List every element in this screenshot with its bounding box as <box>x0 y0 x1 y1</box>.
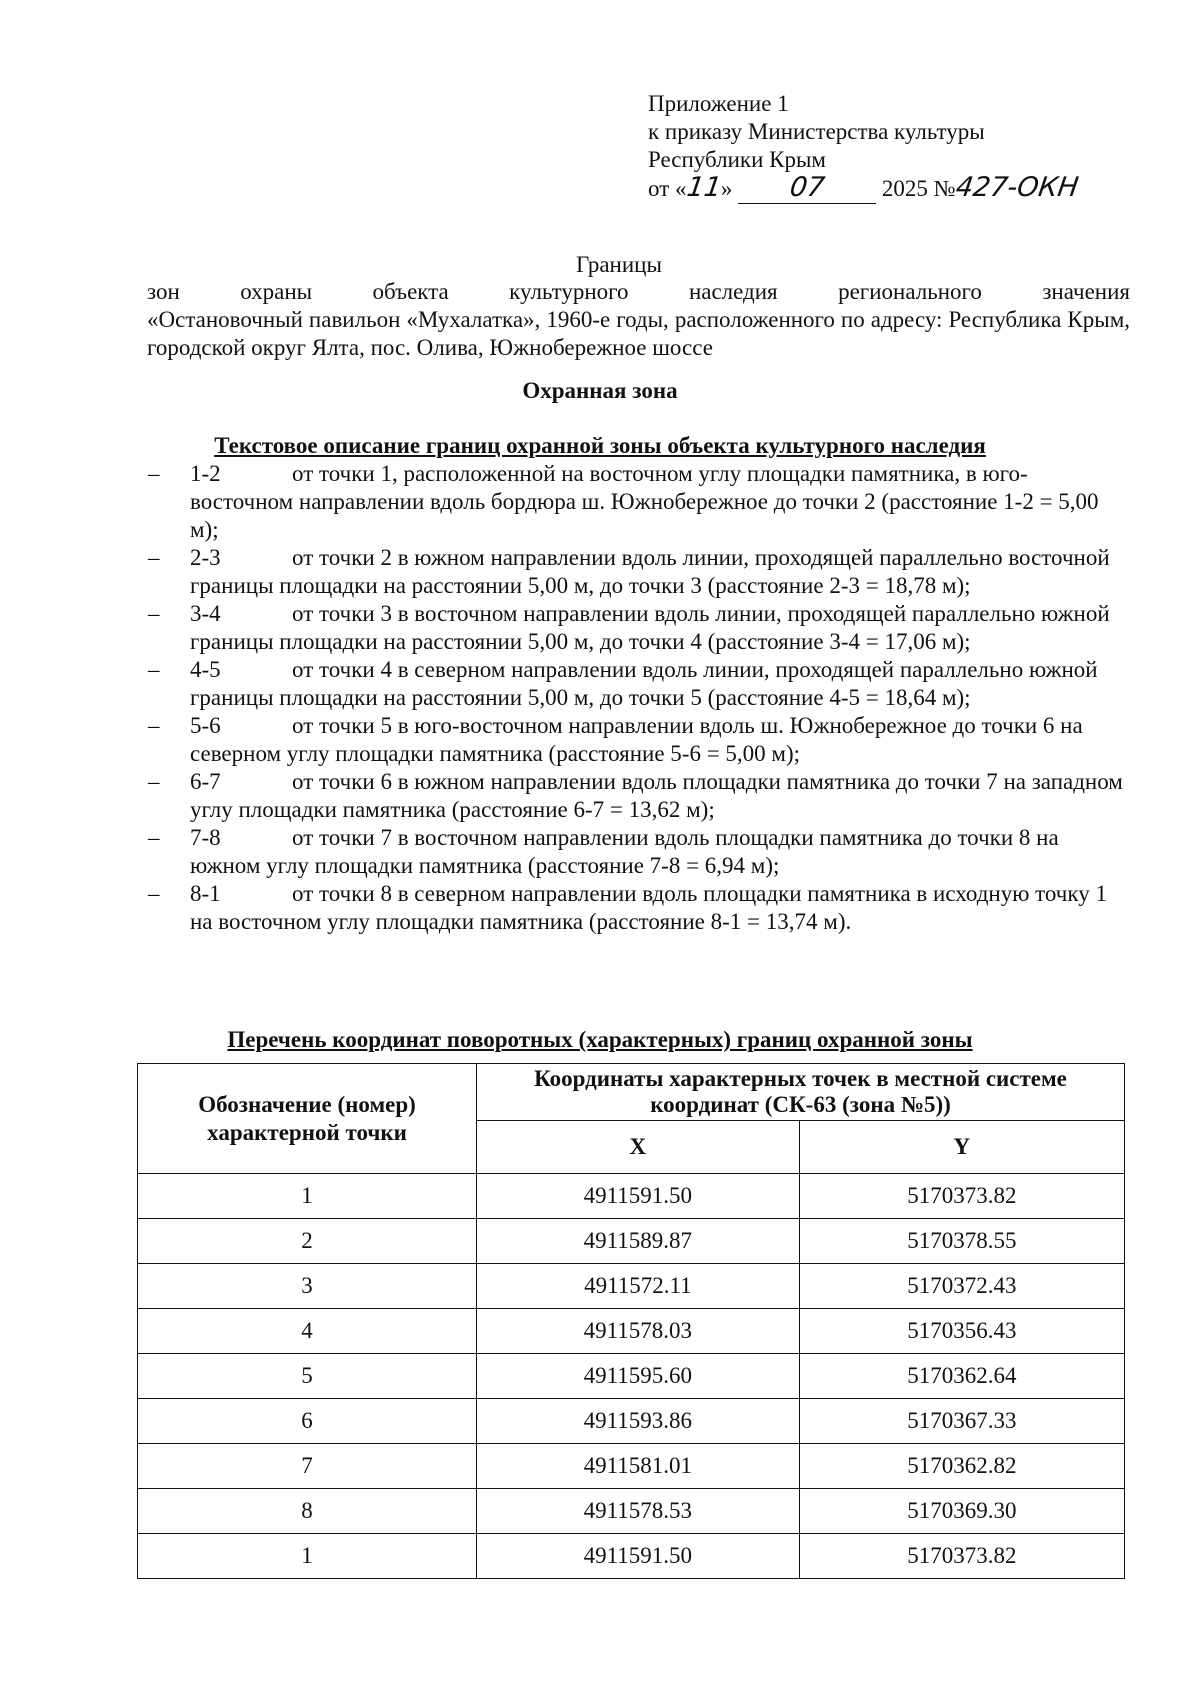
cell-y: 5170373.82 <box>799 1174 1124 1219</box>
boundary-segment <box>145 712 1130 768</box>
table-row <box>138 1174 1125 1219</box>
column-header-point <box>138 1064 477 1174</box>
description-title: Текстовое описание границ охранной зоны объекта культурного наследия <box>214 433 986 458</box>
segment-text: от точки 1, расположенной на восточном углу площадки памятника, в юго-восточном направлении вдоль бордюра ш. Южнобережное до точки 2 (расстояние 1-2 = 5,00 м); <box>190 461 1099 542</box>
segment-dash: – <box>148 657 160 682</box>
table-row <box>138 1309 1125 1354</box>
segment-dash: – <box>148 881 160 906</box>
cell-y: 5170356.43 <box>799 1309 1124 1354</box>
segment-text: от точки 2 в южном направлении вдоль линии, проходящей параллельно восточной границы площадки на расстоянии 5,00 м, до точки 3 (расстояние 2-3 = 18,78 м); <box>190 545 1110 598</box>
date-prefix: от « <box>648 176 687 201</box>
column-header-coordinates: Координаты характерных точек в местной системе координат (СК-63 (зона №5)) <box>477 1064 1125 1121</box>
cell-y: 5170369.30 <box>799 1489 1124 1534</box>
cell-point: 4 <box>138 1309 477 1354</box>
cell-y: 5170367.33 <box>799 1399 1124 1444</box>
page-title: Границы <box>576 252 662 277</box>
segment-code: 8-1 <box>190 881 221 906</box>
segment-text: от точки 6 в южном направлении вдоль площадки памятника до точки 7 на западном углу площадки памятника (расстояние 6-7 = 13,62 м); <box>190 769 1123 822</box>
segment-code: 6-7 <box>190 769 221 794</box>
table-row <box>138 1264 1125 1309</box>
appendix-header <box>648 90 1128 208</box>
boundary-segment <box>145 544 1130 600</box>
intro-paragraph <box>147 278 1130 362</box>
boundary-segment <box>145 600 1130 656</box>
cell-point: 3 <box>138 1264 477 1309</box>
segment-text: от точки 7 в восточном направлении вдоль площадки памятника до точки 8 на южном углу площадки памятника (расстояние 7-8 = 6,94 м); <box>190 825 1059 878</box>
cell-x: 4911578.03 <box>477 1309 800 1354</box>
table-row <box>138 1489 1125 1534</box>
section-title: Охранная зона <box>522 378 678 403</box>
coordinates-table <box>137 1063 1125 1579</box>
segment-text: от точки 4 в северном направлении вдоль линии, проходящей параллельно южной границы площадки на расстоянии 5,00 м, до точки 5 (расстояние 4-5 = 18,64 м); <box>190 657 1098 710</box>
intro-word: культурного <box>509 279 629 304</box>
table-row <box>138 1354 1125 1399</box>
appendix-line-3: Республики Крым <box>648 147 826 172</box>
cell-y: 5170362.64 <box>799 1354 1124 1399</box>
segment-dash: – <box>148 769 160 794</box>
segment-code: 2-3 <box>190 545 221 570</box>
intro-word: наследия <box>688 279 778 304</box>
boundary-segment <box>145 656 1130 712</box>
segment-code: 3-4 <box>190 601 221 626</box>
cell-x: 4911572.11 <box>477 1264 800 1309</box>
date-month-handwritten: 07 <box>787 172 827 203</box>
appendix-line-2: к приказу Министерства культуры <box>648 119 985 144</box>
cell-x: 4911591.50 <box>477 1534 800 1579</box>
cell-x: 4911589.87 <box>477 1219 800 1264</box>
date-day-handwritten: 11 <box>684 172 724 203</box>
table-row <box>138 1534 1125 1579</box>
cell-y: 5170372.43 <box>799 1264 1124 1309</box>
segment-code: 7-8 <box>190 825 221 850</box>
intro-word: регионального <box>838 279 982 304</box>
cell-point: 8 <box>138 1489 477 1534</box>
date-year: 2025 № <box>881 176 956 201</box>
column-header-y: Y <box>799 1121 1124 1174</box>
table-row <box>138 1444 1125 1489</box>
intro-first-line <box>147 278 1130 306</box>
appendix-line-1: Приложение 1 <box>648 91 789 116</box>
cell-y: 5170378.55 <box>799 1219 1124 1264</box>
boundary-description-list <box>145 460 1130 936</box>
cell-y: 5170362.82 <box>799 1444 1124 1489</box>
table-row <box>138 1219 1125 1264</box>
intro-word: зон <box>147 279 180 304</box>
cell-point: 6 <box>138 1399 477 1444</box>
column-header-point-line-2: характерной точки <box>207 1119 407 1145</box>
table-title: Перечень координат поворотных (характерных) границ охранной зоны <box>227 1027 973 1052</box>
cell-x: 4911595.60 <box>477 1354 800 1399</box>
segment-code: 5-6 <box>190 713 221 738</box>
segment-dash: – <box>148 713 160 738</box>
date-month-field <box>738 174 876 204</box>
cell-point: 2 <box>138 1219 477 1264</box>
segment-dash: – <box>148 461 160 486</box>
boundary-segment <box>145 768 1130 824</box>
cell-point: 7 <box>138 1444 477 1489</box>
cell-x: 4911578.53 <box>477 1489 800 1534</box>
order-date-line <box>648 174 1128 208</box>
segment-text: от точки 5 в юго-восточном направлении вдоль ш. Южнобережное до точки 6 на северном углу площадки памятника (расстояние 5-6 = 5,00 м); <box>190 713 1083 766</box>
cell-x: 4911591.50 <box>477 1174 800 1219</box>
cell-y: 5170373.82 <box>799 1534 1124 1579</box>
segment-text: от точки 3 в восточном направлении вдоль линии, проходящей параллельно южной границы площадки на расстоянии 5,00 м, до точки 4 (расстояние 3-4 = 17,06 м); <box>190 601 1110 654</box>
intro-word: объекта <box>372 279 449 304</box>
boundary-segment <box>145 824 1130 880</box>
table-row <box>138 1399 1125 1444</box>
boundary-segment <box>145 880 1130 936</box>
column-header-point-line-1: Обозначение (номер) <box>198 1091 416 1117</box>
segment-dash: – <box>148 825 160 850</box>
segment-dash: – <box>148 601 160 626</box>
date-mid: » <box>720 176 733 201</box>
segment-code: 1-2 <box>190 461 221 486</box>
intro-word: охраны <box>240 279 313 304</box>
segment-code: 4-5 <box>190 657 221 682</box>
order-number-handwritten: 427-ОКН <box>953 172 1080 203</box>
cell-point: 5 <box>138 1354 477 1399</box>
cell-point: 1 <box>138 1534 477 1579</box>
boundary-segment <box>145 460 1130 544</box>
segment-dash: – <box>148 545 160 570</box>
column-header-x: X <box>477 1121 800 1174</box>
cell-x: 4911593.86 <box>477 1399 800 1444</box>
intro-word: значения <box>1042 279 1130 304</box>
intro-rest: «Остановочный павильон «Мухалатка», 1960-е годы, расположенного по адресу: Республика Крым, городской округ Ялта, пос. Олива, Южнобережное шоссе <box>147 307 1130 360</box>
cell-x: 4911581.01 <box>477 1444 800 1489</box>
segment-text: от точки 8 в северном направлении вдоль площадки памятника в исходную точку 1 на восточном углу площадки памятника (расстояние 8-1 = 13,74 м). <box>190 881 1107 934</box>
cell-point: 1 <box>138 1174 477 1219</box>
